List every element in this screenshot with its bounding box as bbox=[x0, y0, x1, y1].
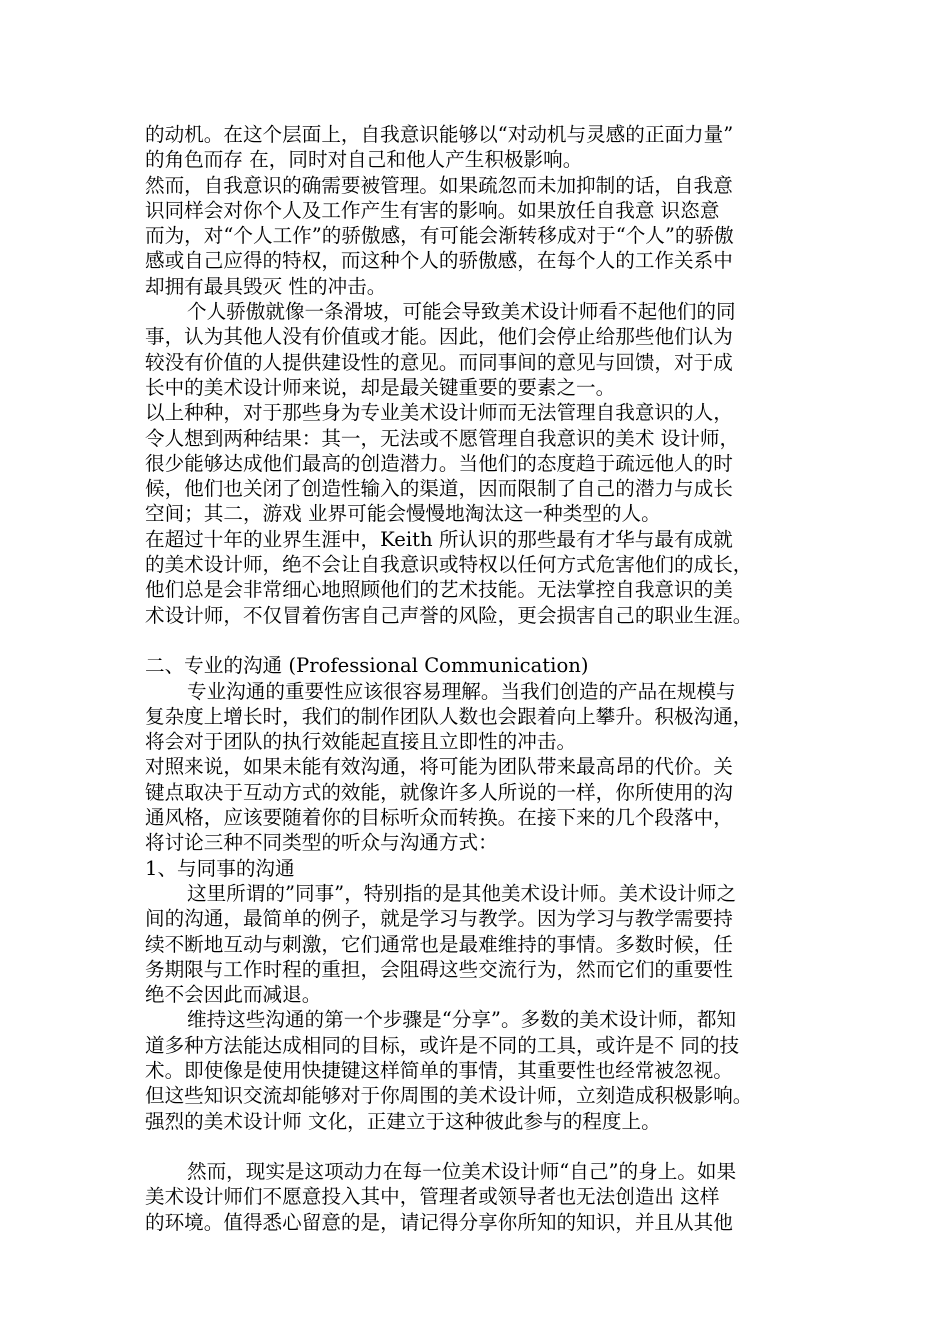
text-line: 以上种种，对于那些身为专业美术设计师而无法管理自我意识的人， bbox=[145, 401, 733, 425]
blank-line bbox=[145, 628, 821, 653]
text-line: 而为，对“个人工作”的骄傲感，有可能会渐转移成对于“个人”的骄傲 bbox=[145, 224, 734, 248]
text-line: 然而，现实是这项动力在每一位美术设计师“自己”的身上。如果 bbox=[187, 1160, 737, 1184]
paragraph bbox=[145, 1159, 821, 1235]
text-line: 间的沟通，最简单的例子，就是学习与教学。因为学习与教学需要持 bbox=[145, 907, 733, 931]
text-line: 1、与同事的沟通 bbox=[145, 856, 295, 880]
text-line: 感或自己应得的特权，而这种个人的骄傲感，在每个人的工作关系中 bbox=[145, 249, 733, 273]
text-line: 二、专业的沟通 (Professional Communication) bbox=[145, 654, 589, 678]
text-line: 候，他们也关闭了创造性输入的渠道，因而限制了自己的潜力与成长 bbox=[145, 477, 733, 501]
paragraph bbox=[145, 1007, 821, 1133]
paragraph bbox=[145, 881, 821, 1007]
text-line: 令人想到两种结果：其一，无法或不愿管理自我意识的美术 设计师， bbox=[145, 426, 740, 450]
text-line: 的美术设计师，绝不会让自我意识或特权以任何方式危害他们的成长， bbox=[145, 553, 753, 577]
subsection-heading bbox=[145, 856, 821, 881]
blank-line bbox=[145, 1134, 821, 1159]
text-line: 续不断地互动与刺激，它们通常也是最难维持的事情。多数时候，任 bbox=[145, 932, 733, 956]
text-line: 道多种方法能达成相同的目标，或许是不同的工具，或许是不 同的技 bbox=[145, 1033, 740, 1057]
text-line: 强烈的美术设计师 文化，正建立于这种彼此参与的程度上。 bbox=[145, 1109, 661, 1133]
text-line: 将会对于团队的执行效能起直接且立即性的冲击。 bbox=[145, 730, 577, 754]
text-line: 识同样会对你个人及工作产生有害的影响。如果放任自我意 识恣意 bbox=[145, 198, 720, 222]
text-line: 很少能够达成他们最高的创造潜力。当他们的态度趋于疏远他人的时 bbox=[145, 451, 733, 475]
text-line: 复杂度上增长时，我们的制作团队人数也会跟着向上攀升。积极沟通， bbox=[145, 704, 753, 728]
paragraph bbox=[145, 679, 821, 755]
text-line: 个人骄傲就像一条滑坡，可能会导致美术设计师看不起他们的同 bbox=[187, 300, 736, 324]
text-line: 键点取决于互动方式的效能，就像许多人所说的一样，你所使用的沟 bbox=[145, 780, 733, 804]
text-line: 空间；其二，游戏 业界可能会慢慢地淘汰这一种类型的人。 bbox=[145, 502, 661, 526]
text-line: 绝不会因此而减退。 bbox=[145, 983, 322, 1007]
text-line: 但这些知识交流却能够对于你周围的美术设计师，立刻造成积极影响。 bbox=[145, 1084, 753, 1108]
paragraph bbox=[145, 122, 821, 173]
text-line: 在超过十年的业界生涯中，Keith 所认识的那些最有才华与最有成就 bbox=[145, 527, 733, 551]
text-line: 长中的美术设计师来说，却是最关键重要的要素之一。 bbox=[145, 375, 616, 399]
text-line: 较没有价值的人提供建设性的意见。而同事间的意见与回馈，对于成 bbox=[145, 350, 733, 374]
text-line: 美术设计师们不愿意投入其中，管理者或领导者也无法创造出 这样 bbox=[145, 1185, 720, 1209]
text-line: 维持这些沟通的第一个步骤是“分享”。多数的美术设计师，都知 bbox=[187, 1008, 737, 1032]
text-line: 事，认为其他人没有价值或才能。因此，他们会停止给那些他们认为 bbox=[145, 325, 733, 349]
section-heading bbox=[145, 653, 821, 678]
text-line: 术。即使像是使用快捷键这样简单的事情，其重要性也经常被忽视。 bbox=[145, 1058, 733, 1082]
paragraph bbox=[145, 173, 821, 299]
document-page bbox=[145, 122, 821, 1235]
text-line: 的环境。值得悉心留意的是，请记得分享你所知的知识，并且从其他 bbox=[145, 1210, 733, 1234]
text-line: 他们总是会非常细心地照顾他们的艺术技能。无法掌控自我意识的美 bbox=[145, 578, 733, 602]
text-line: 通风格，应该要随着你的目标听众而转换。在接下来的几个段落中， bbox=[145, 806, 733, 830]
text-line: 却拥有最具毁灭 性的冲击。 bbox=[145, 274, 387, 298]
text-line: 的动机。在这个层面上，自我意识能够以“对动机与灵感的正面力量” bbox=[145, 123, 734, 146]
paragraph bbox=[145, 400, 821, 526]
text-line: 的角色而存 在，同时对自己和他人产生积极影响。 bbox=[145, 148, 583, 172]
paragraph bbox=[145, 299, 821, 400]
text-line: 对照来说，如果未能有效沟通，将可能为团队带来最高昂的代价。关 bbox=[145, 755, 733, 779]
text-line: 专业沟通的重要性应该很容易理解。当我们创造的产品在规模与 bbox=[187, 679, 736, 703]
text-line: 务期限与工作时程的重担，会阻碍这些交流行为，然而它们的重要性 bbox=[145, 957, 733, 981]
paragraph bbox=[145, 754, 821, 855]
text-line: 这里所谓的”同事”，特别指的是其他美术设计师。美术设计师之 bbox=[187, 881, 737, 905]
paragraph bbox=[145, 527, 821, 628]
text-line: 然而，自我意识的确需要被管理。如果疏忽而未加抑制的话，自我意 bbox=[145, 173, 733, 197]
text-line: 术设计师，不仅冒着伤害自己声誉的风险，更会损害自己的职业生涯。 bbox=[145, 603, 753, 627]
text-line: 将讨论三种不同类型的听众与沟通方式： bbox=[145, 831, 498, 855]
